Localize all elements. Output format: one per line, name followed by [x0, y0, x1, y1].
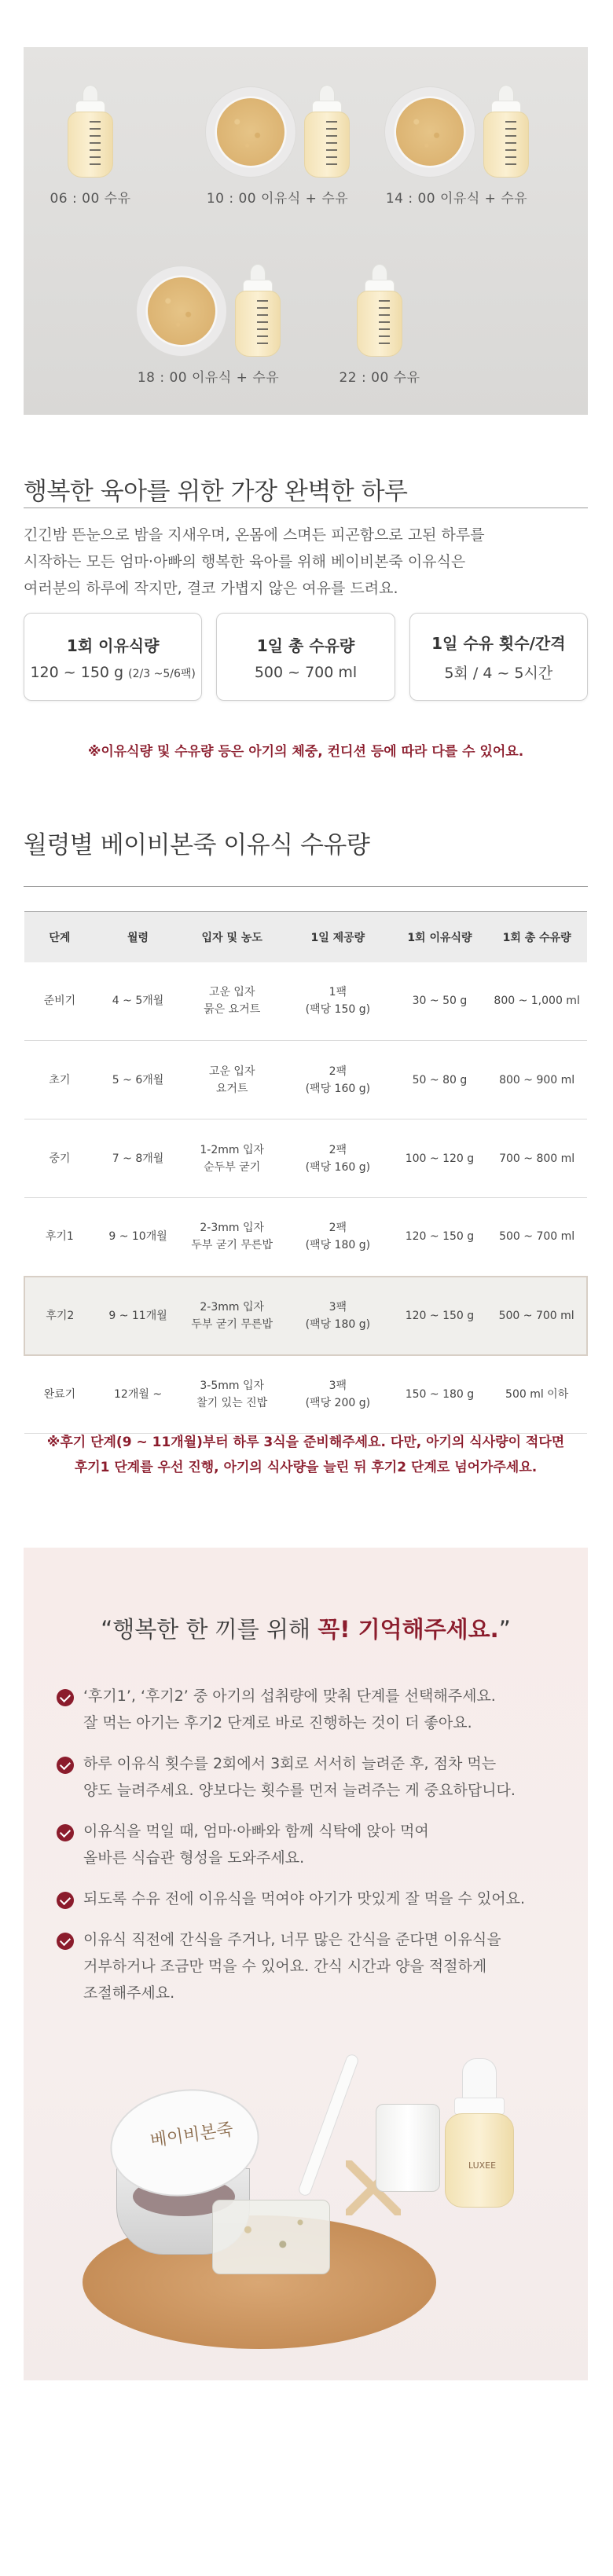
cell-text: 3-5mm 입자	[200, 1379, 265, 1392]
cell-text: 12개월 ~	[114, 1387, 163, 1401]
table-cell	[24, 962, 95, 1041]
schedule-slot	[39, 75, 141, 207]
bottle-neck	[454, 2098, 505, 2115]
formula-jar	[376, 2104, 440, 2192]
cell-text: 2-3mm 입자	[200, 1300, 265, 1314]
table-row	[24, 1198, 587, 1277]
table-cell	[283, 1355, 393, 1434]
porridge-bowl	[384, 86, 475, 178]
table-header-cell: 1일 제공량	[283, 912, 393, 962]
table-row	[24, 1041, 587, 1119]
porridge	[148, 277, 215, 345]
porridge-bowl	[205, 86, 296, 178]
tip-item	[57, 1885, 567, 1912]
tip-line: 이유식을 먹일 때, 엄마·아빠와 함께 식탁에 앉아 먹여	[83, 1823, 429, 1840]
stat-value	[30, 664, 195, 681]
cell-text: 후기2	[46, 1309, 75, 1322]
cell-text: 9 ~ 10개월	[108, 1230, 167, 1244]
cell-text: 두부 굳기 무른밥	[191, 1239, 273, 1252]
table-cell	[95, 1277, 182, 1355]
cell-text: 2팩	[329, 1222, 347, 1235]
schedule-slot	[374, 75, 539, 207]
table-row	[24, 1355, 587, 1434]
cell-text: 30 ~ 50 g	[412, 995, 468, 1008]
table-cell	[283, 1277, 393, 1355]
schedule-slot	[126, 255, 291, 386]
cell-text: 요거트	[215, 1082, 248, 1095]
bottle-marks	[326, 121, 337, 168]
tip-item	[57, 1683, 567, 1736]
check-icon	[57, 1824, 74, 1841]
cell-text: (팩당 180 g)	[305, 1317, 371, 1331]
quote-close: ”	[498, 1616, 511, 1643]
schedule-caption: 14 : 00 이유식 + 수유	[385, 191, 528, 207]
bottle-marks	[505, 121, 516, 168]
cell-text: (팩당 200 g)	[305, 1396, 371, 1409]
table-note-line: 후기1 단계를 우선 진행, 아기의 식사량을 늘린 뒤 후기2 단계로 넘어가주세요.	[74, 1460, 538, 1475]
cell-text: 120 ~ 150 g	[405, 1230, 475, 1244]
feeding-stats	[24, 613, 588, 701]
tip-line: 거부하거나 조금만 먹을 수 있어요. 간식 시간과 양을 적절하게	[83, 1958, 487, 1975]
table-cell	[24, 1355, 95, 1434]
stats-note: ※이유식량 및 수유량 등은 아기의 체중, 컨디션 등에 따라 다를 수 있어요.	[87, 744, 524, 760]
table-cell	[24, 1041, 95, 1119]
bottle-marks	[257, 300, 268, 347]
cell-text: 3팩	[329, 1300, 347, 1314]
monthly-feeding-table	[24, 911, 588, 1434]
table-cell	[181, 1119, 283, 1198]
stat-value-sub: (2/3 ~5/6팩)	[128, 667, 196, 680]
schedule-items	[136, 255, 281, 357]
table-cell	[181, 1198, 283, 1277]
cell-text: 2-3mm 입자	[200, 1222, 265, 1235]
table-cell	[95, 1041, 182, 1119]
cell-text: 700 ~ 800 ml	[499, 1152, 575, 1165]
schedule-slot	[329, 255, 431, 386]
feeding-schedule-photo	[24, 47, 588, 415]
cell-text: 50 ~ 80 g	[412, 1073, 468, 1086]
stat-title: 1회 이유식량	[66, 636, 160, 655]
table-cell	[283, 1198, 393, 1277]
tips-quote	[24, 1612, 588, 1644]
intro-line: 여러분의 하루에 작지만, 결코 가볍지 않은 여유를 드려요.	[24, 580, 398, 597]
table-cell	[486, 1355, 587, 1434]
table-cell	[486, 1198, 587, 1277]
tip-list	[57, 1683, 567, 2021]
stat-card-daily-milk	[216, 613, 395, 701]
porridge-tray	[212, 2200, 330, 2274]
cell-text: 2팩	[329, 1143, 347, 1156]
tip-item	[57, 1750, 567, 1804]
table-cell	[486, 962, 587, 1041]
tip-line: 올바른 식습관 형성을 도와주세요.	[83, 1849, 305, 1867]
schedule-caption: 10 : 00 이유식 + 수유	[206, 191, 349, 207]
table-cell	[283, 1041, 393, 1119]
table-header-cell: 단계	[24, 912, 95, 962]
table-cell	[393, 962, 487, 1041]
cell-text: 500 ~ 700 ml	[498, 1309, 574, 1322]
cell-text: (팩당 150 g)	[305, 1003, 371, 1017]
table-cell	[181, 1355, 283, 1434]
table-row	[24, 962, 587, 1041]
stat-title: 1일 총 수유량	[256, 636, 355, 655]
cell-text: 800 ~ 1,000 ml	[494, 995, 580, 1008]
baby-bottle	[304, 85, 350, 178]
table-row	[24, 1277, 587, 1355]
quote-text: “행복한 한 끼를 위해	[101, 1616, 318, 1643]
check-icon	[57, 1933, 74, 1950]
stat-value: 500 ~ 700 ml	[254, 663, 358, 681]
table-cell	[393, 1277, 487, 1355]
title-divider	[24, 886, 588, 887]
table-body	[24, 962, 587, 1434]
cell-text: 완료기	[43, 1387, 76, 1401]
cell-text: 묽은 요거트	[204, 1003, 261, 1017]
cell-text: 150 ~ 180 g	[405, 1387, 475, 1401]
table-cell	[283, 1119, 393, 1198]
intro-paragraph	[24, 522, 588, 602]
cell-text: 찰기 있는 진밥	[196, 1396, 268, 1409]
cell-text: 순두부 굳기	[204, 1160, 261, 1174]
schedule-items	[384, 75, 529, 178]
table-cell	[393, 1198, 487, 1277]
cell-text: 초기	[49, 1073, 71, 1086]
table-cell	[95, 1119, 182, 1198]
table-note	[24, 1430, 588, 1480]
porridge	[217, 98, 284, 166]
table-cell	[181, 1041, 283, 1119]
cell-text: (팩당 160 g)	[305, 1160, 371, 1174]
cell-text: 100 ~ 120 g	[405, 1152, 475, 1165]
baby-bottle	[235, 264, 281, 357]
schedule-caption: 18 : 00 이유식 + 수유	[137, 370, 280, 386]
table-header-row	[24, 912, 587, 962]
porridge	[396, 98, 464, 166]
lid-brand: 베이비본죽	[149, 2120, 235, 2151]
table-header-cell: 1회 총 수유량	[486, 912, 587, 962]
cell-text: 120 ~ 150 g	[405, 1309, 475, 1322]
stat-value-main: 120 ~ 150 g	[30, 663, 124, 681]
check-icon	[57, 1757, 74, 1774]
table-cell	[486, 1041, 587, 1119]
intro-line: 긴긴밤 뜬눈으로 밤을 지새우며, 온몸에 스며든 피곤함으로 고된 하루를	[24, 526, 485, 544]
cell-text: 후기1	[45, 1230, 74, 1244]
tip-line: ‘후기1’, ‘후기2’ 중 아기의 섭취량에 맞춰 단계를 선택해주세요.	[83, 1687, 496, 1705]
tip-line: 양도 늘려주세요. 양보다는 횟수를 먼저 늘려주는 게 중요하답니다.	[83, 1782, 516, 1799]
table-cell	[393, 1355, 487, 1434]
table-note-line: ※후기 단계(9 ~ 11개월)부터 하루 3식을 준비해주세요. 다만, 아기의 식사량이 적다면	[46, 1435, 565, 1450]
baby-bottle	[357, 264, 402, 357]
table-cell	[393, 1041, 487, 1119]
tip-item	[57, 1818, 567, 1871]
stat-value: 5회 / 4 ~ 5시간	[444, 665, 553, 682]
stat-card-meal-amount	[24, 613, 202, 701]
section-title-perfect-day: 행복한 육아를 위한 가장 완벽한 하루	[24, 478, 408, 506]
tips-panel	[24, 1548, 588, 2380]
table-cell	[393, 1119, 487, 1198]
schedule-items	[357, 255, 402, 357]
cell-text: 중기	[49, 1152, 71, 1165]
quote-emphasis: 꼭! 기억해주세요.	[318, 1616, 499, 1643]
table-header-cell: 입자 및 농도	[181, 912, 283, 962]
cell-text: 1팩	[329, 986, 347, 999]
tip-line: 되도록 수유 전에 이유식을 먹여야 아기가 맛있게 잘 먹을 수 있어요.	[83, 1890, 525, 1907]
table-cell	[181, 962, 283, 1041]
cell-text: 고운 입자	[208, 986, 255, 999]
cell-text: 4 ~ 5개월	[112, 995, 164, 1008]
check-icon	[57, 1892, 74, 1909]
table-cell	[95, 1355, 182, 1434]
baby-bottle	[483, 85, 529, 178]
table-cell	[181, 1277, 283, 1355]
cell-text: 7 ~ 8개월	[112, 1152, 164, 1165]
cell-text: 500 ml 이하	[505, 1387, 569, 1401]
tip-line: 하루 이유식 횟수를 2회에서 3회로 서서히 늘려준 후, 점차 먹는	[83, 1755, 497, 1772]
table-cell	[486, 1277, 587, 1355]
schedule-caption: 06 : 00 수유	[50, 191, 131, 207]
table-cell	[95, 962, 182, 1041]
cell-text: 5 ~ 6개월	[112, 1073, 164, 1086]
table-cell	[24, 1277, 95, 1355]
table-row	[24, 1119, 587, 1198]
baby-bottle	[440, 2058, 519, 2208]
bottle-cap	[462, 2058, 497, 2102]
tip-line: 조절해주세요.	[83, 1984, 175, 2002]
table-cell	[24, 1119, 95, 1198]
tip-item	[57, 1926, 567, 2006]
check-icon	[57, 1689, 74, 1706]
bottle-marks	[90, 121, 101, 168]
cell-text: 두부 굳기 무른밥	[191, 1317, 273, 1331]
schedule-items	[68, 75, 113, 178]
schedule-slot	[195, 75, 360, 207]
cell-text: (팩당 160 g)	[305, 1082, 371, 1095]
bottle-logo: LUXEE	[468, 2160, 497, 2171]
table-header-cell: 월령	[95, 912, 182, 962]
stat-title: 1일 수유 횟수/간격	[431, 634, 566, 653]
cell-text: 9 ~ 11개월	[108, 1309, 167, 1322]
cell-text: 2팩	[329, 1064, 347, 1078]
baby-bottle	[68, 85, 113, 178]
cell-text: 준비기	[43, 995, 76, 1008]
cell-text: 1-2mm 입자	[200, 1143, 265, 1156]
table-cell	[486, 1119, 587, 1198]
schedule-items	[205, 75, 350, 178]
cell-text: 고운 입자	[208, 1064, 255, 1078]
intro-line: 시작하는 모든 엄마·아빠의 행복한 육아를 위해 베이비본죽 이유식은	[24, 553, 466, 570]
cell-text: 500 ~ 700 ml	[499, 1230, 575, 1244]
table-cell	[24, 1198, 95, 1277]
tip-line: 잘 먹는 아기는 후기2 단계로 바로 진행하는 것이 더 좋아요.	[83, 1714, 472, 1731]
table-cell	[95, 1198, 182, 1277]
bottle-marks	[379, 300, 390, 347]
schedule-caption: 22 : 00 수유	[339, 370, 420, 386]
stat-card-feeding-count	[409, 613, 588, 701]
cell-text: (팩당 180 g)	[305, 1239, 371, 1252]
section-title-monthly-amount: 월령별 베이비본죽 이유식 수유량	[24, 831, 370, 859]
table-cell	[283, 962, 393, 1041]
cell-text: 800 ~ 900 ml	[499, 1073, 575, 1086]
tip-line: 이유식 직전에 간식을 주거나, 너무 많은 간식을 준다면 이유식을	[83, 1931, 501, 1948]
cell-text: 3팩	[329, 1379, 347, 1392]
table-header-cell: 1회 이유식량	[393, 912, 487, 962]
porridge-bowl	[136, 266, 227, 357]
